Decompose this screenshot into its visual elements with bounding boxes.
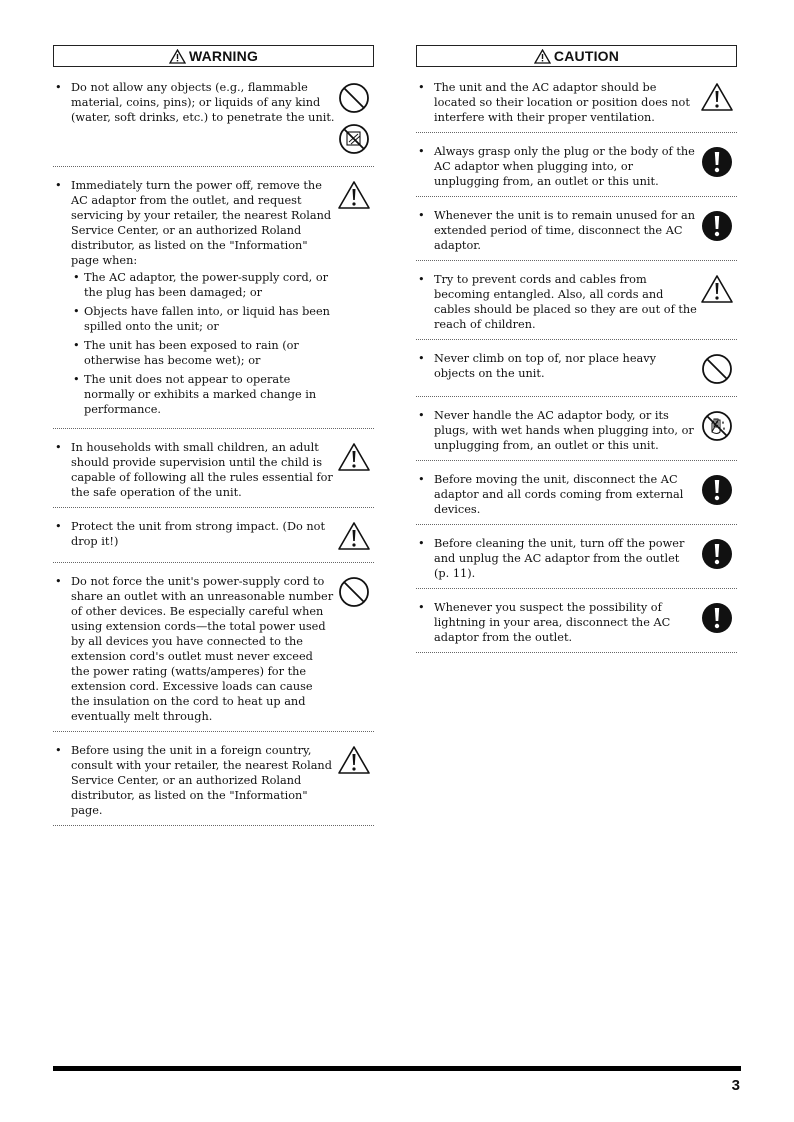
- caution-column: [416, 45, 737, 661]
- warning-triangle-icon: [337, 521, 371, 555]
- caution-item-text: [416, 144, 698, 189]
- sub-list-item: • The unit does not appear to operate normally or exhibits a marked change in performance.: [71, 372, 335, 417]
- caution-item: [416, 405, 737, 461]
- item-paragraph: Before moving the unit, disconnect the AC adaptor and all cords coming from external devices.: [434, 473, 684, 516]
- caution-title: CAUTION: [553, 48, 620, 64]
- item-paragraph: Before using the unit in a foreign country, consult with your retailer, the nearest Roland Service Center, or an authorized Roland distributor, as listed on the "Information" page.: [71, 744, 332, 817]
- mandatory-action-icon: [701, 602, 733, 638]
- item-icons: [698, 208, 737, 246]
- caution-item: [416, 205, 737, 261]
- page-number: 3: [731, 1077, 740, 1094]
- caution-list: [416, 77, 737, 653]
- prohibit-icon: [338, 576, 370, 612]
- warning-item: [53, 175, 374, 429]
- warning-item: [53, 571, 374, 732]
- item-paragraph: In households with small children, an adult should provide supervision until the child is capable of following all the rules essential for the safe operation of the unit.: [71, 441, 333, 499]
- warning-header: [53, 45, 374, 67]
- prohibit-icon: [701, 353, 733, 389]
- warning-triangle-icon: [337, 180, 371, 214]
- caution-item: [416, 469, 737, 525]
- caution-item-text: [416, 536, 698, 581]
- item-paragraph: Before cleaning the unit, turn off the power and unplug the AC adaptor from the outlet (p. 11).: [434, 537, 685, 580]
- warning-item: [53, 740, 374, 826]
- item-icons: [698, 351, 737, 389]
- warning-triangle-icon: [534, 49, 551, 64]
- warning-triangle-icon: [169, 49, 186, 64]
- caution-item-text: [416, 472, 698, 517]
- item-paragraph: Whenever the unit is to remain unused for an extended period of time, disconnect the AC adaptor.: [434, 209, 696, 252]
- item-paragraph: Never handle the AC adaptor body, or its plugs, with wet hands when plugging into, or unplugging from, an outlet or this unit.: [434, 409, 694, 452]
- item-paragraph: The unit and the AC adaptor should be located so their location or position does not interfere with their proper ventilation.: [434, 81, 690, 124]
- item-icons: [335, 80, 374, 159]
- caution-item-text: [416, 208, 698, 253]
- item-paragraph: Protect the unit from strong impact. (Do not drop it!): [71, 520, 326, 548]
- no-wet-hands-icon: [701, 410, 733, 446]
- item-paragraph: Do not force the unit's power-supply cord to share an outlet with an unreasonable number of other devices. Be especially careful when using extension cords—the total power used by all devices you have connected to the extension cord's outlet must never exceed the power rating (watts/amperes) for the extension cord. Excessive loads can cause the insulation on the cord to heat up and eventually melt through.: [71, 575, 334, 723]
- mandatory-action-icon: [701, 474, 733, 510]
- sub-list-item: • Objects have fallen into, or liquid has been spilled onto the unit; or: [71, 304, 335, 334]
- warning-title: WARNING: [188, 48, 259, 64]
- caution-header: [416, 45, 737, 67]
- warning-item-text: [53, 440, 335, 500]
- warning-item: [53, 516, 374, 563]
- caution-item-text: [416, 351, 698, 381]
- sub-list-item: • The AC adaptor, the power-supply cord, or the plug has been damaged; or: [71, 270, 335, 300]
- item-icons: [335, 178, 374, 214]
- warning-list: [53, 77, 374, 826]
- caution-item: [416, 77, 737, 133]
- caution-item-text: [416, 272, 698, 332]
- item-icons: [698, 600, 737, 638]
- item-paragraph: Always grasp only the plug or the body of the AC adaptor when plugging into, or unplugging from, an outlet or this unit.: [434, 145, 695, 188]
- caution-item: [416, 597, 737, 653]
- item-icons: [698, 536, 737, 574]
- sub-list: [71, 270, 335, 417]
- warning-item-text: [53, 743, 335, 818]
- item-icons: [335, 519, 374, 555]
- footer-rule: [53, 1066, 741, 1071]
- item-icons: [335, 743, 374, 779]
- sub-list-item: • The unit has been exposed to rain (or otherwise has become wet); or: [71, 338, 335, 368]
- warning-item: [53, 77, 374, 167]
- warning-column: [53, 45, 374, 834]
- caution-item: [416, 141, 737, 197]
- item-paragraph: Whenever you suspect the possibility of lightning in your area, disconnect the AC adaptor from the outlet.: [434, 601, 671, 644]
- prohibit-icon: [338, 82, 370, 118]
- warning-item: [53, 437, 374, 508]
- item-icons: [335, 440, 374, 476]
- mandatory-action-icon: [701, 146, 733, 182]
- item-paragraph: Try to prevent cords and cables from becoming entangled. Also, all cords and cables should be placed so they are out of the reach of children.: [434, 273, 697, 331]
- warning-item-text: [53, 80, 335, 125]
- item-icons: [335, 574, 374, 612]
- caution-item-text: [416, 80, 698, 125]
- caution-item-text: [416, 408, 698, 453]
- caution-item: [416, 348, 737, 397]
- warning-triangle-icon: [337, 442, 371, 476]
- mandatory-action-icon: [701, 210, 733, 246]
- mandatory-action-icon: [701, 538, 733, 574]
- item-icons: [698, 472, 737, 510]
- warning-item-text: [53, 178, 335, 421]
- warning-item-text: [53, 519, 335, 549]
- warning-triangle-icon: [700, 82, 734, 116]
- item-paragraph: Immediately turn the power off, remove the AC adaptor from the outlet, and request servicing by your retailer, the nearest Roland Service Center, or an authorized Roland distributor, as listed on the "Information" page when:: [71, 179, 332, 267]
- no-disassemble-icon: [338, 123, 370, 159]
- warning-triangle-icon: [337, 745, 371, 779]
- item-icons: [698, 80, 737, 116]
- item-icons: [698, 272, 737, 308]
- warning-triangle-icon: [700, 274, 734, 308]
- warning-item-text: [53, 574, 335, 724]
- caution-item-text: [416, 600, 698, 645]
- item-paragraph: Never climb on top of, nor place heavy objects on the unit.: [434, 352, 657, 380]
- caution-item: [416, 269, 737, 340]
- item-icons: [698, 408, 737, 446]
- item-icons: [698, 144, 737, 182]
- item-paragraph: Do not allow any objects (e.g., flammable material, coins, pins); or liquids of any kind (water, soft drinks, etc.) to penetrate the unit.: [71, 81, 335, 124]
- caution-item: [416, 533, 737, 589]
